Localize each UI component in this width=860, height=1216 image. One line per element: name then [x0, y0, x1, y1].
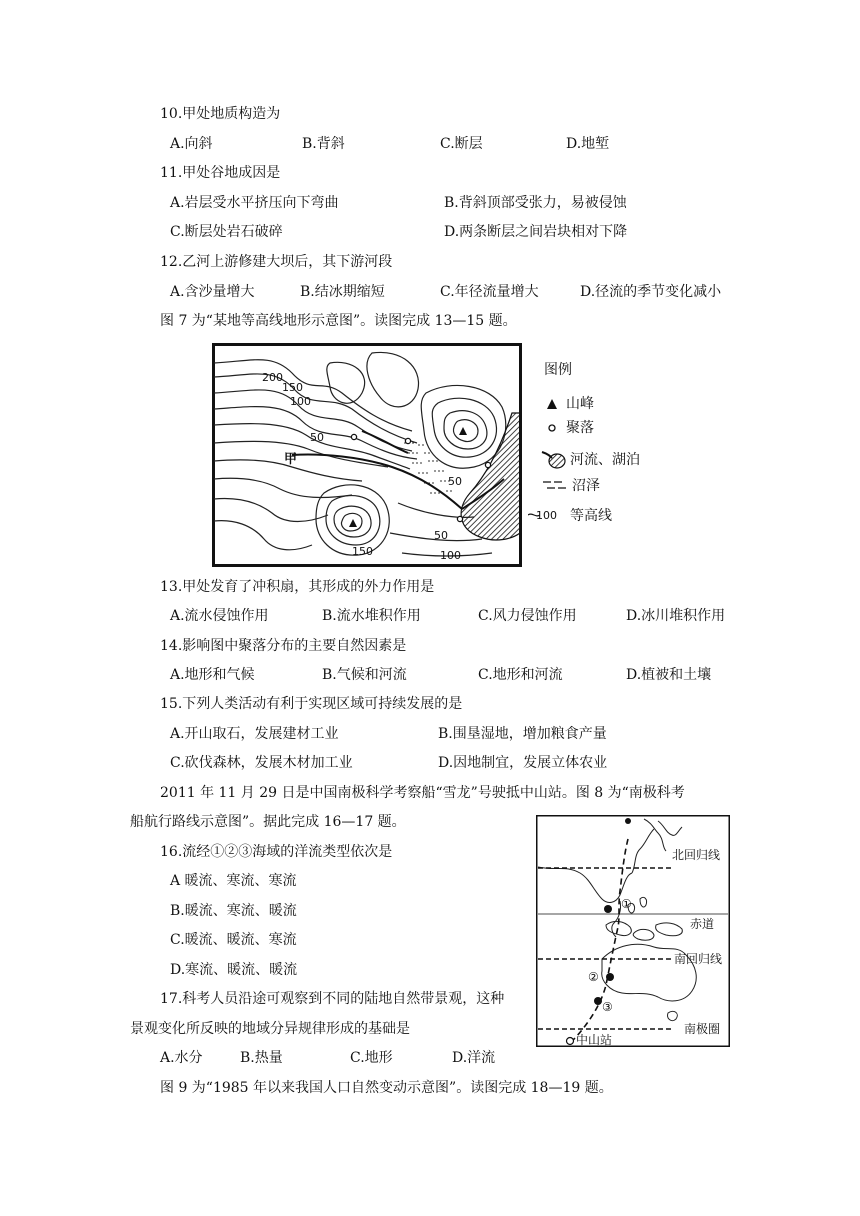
figure-8-intro-line1: 2011 年 11 月 29 日是中国南极科学考察船“雪龙”号驶抵中山站。图 8 为“南极科考 — [160, 785, 685, 801]
question-13-option-d: D.冰川堆积作用 — [626, 608, 726, 624]
question-17-option-a: A.水分 — [160, 1050, 203, 1066]
route-map-figure-8 — [536, 815, 730, 1047]
question-11-option-b: B.背斜顶部受张力，易被侵蚀 — [444, 195, 627, 211]
question-12-option-b: B.结冰期缩短 — [300, 284, 385, 300]
question-14-option-c: C.地形和河流 — [478, 667, 563, 683]
tropic-of-capricorn-label: 南回归线 — [674, 952, 723, 966]
question-17-stem-line1: 17.科考人员沿途可观察到不同的陆地自然带景观，这种 — [160, 991, 505, 1007]
equator-label: 赤道 — [690, 917, 715, 931]
question-16-option-a: A 暖流、寒流、寒流 — [170, 873, 297, 889]
figure-7-intro: 图 7 为“某地等高线地形示意图”。读图完成 13—15 题。 — [160, 313, 517, 329]
legend-river-lake-icon — [540, 448, 568, 470]
figure-9-intro: 图 9 为“1985 年以来我国人口自然变动示意图”。读图完成 18—19 题。 — [160, 1080, 613, 1096]
question-15-option-c: C.砍伐森林，发展木材加工业 — [170, 755, 353, 771]
contour-label-150-lower: 150 — [352, 545, 373, 558]
legend-settlement-icon — [546, 422, 558, 434]
legend-contour-value: 100 — [536, 509, 557, 522]
zhongshan-station-label: 中山站 — [576, 1033, 613, 1047]
figure-8-intro-line2: 船航行路线示意图”。据此完成 16—17 题。 — [130, 814, 406, 830]
legend-swamp-icon — [542, 478, 568, 492]
legend-contour-label: 等高线 — [570, 508, 612, 524]
question-12-option-a: A.含沙量增大 — [170, 284, 255, 300]
question-12-option-c: C.年径流量增大 — [440, 284, 539, 300]
question-10-option-b: B.背斜 — [302, 136, 345, 152]
question-11-stem: 11.甲处谷地成因是 — [160, 165, 281, 181]
figure-7-legend — [536, 360, 680, 530]
question-10-stem: 10.甲处地质构造为 — [160, 106, 281, 122]
question-15-stem: 15.下列人类活动有利于实现区域可持续发展的是 — [160, 696, 463, 712]
legend-swamp-label: 沼泽 — [572, 478, 600, 494]
legend-peak-icon — [546, 398, 558, 410]
marker-2-label: ② — [588, 970, 599, 984]
question-17-stem-line2: 景观变化所反映的地域分异规律形成的基础是 — [130, 1021, 410, 1037]
question-10-option-d: D.地堑 — [566, 136, 610, 152]
contour-label-50-lower: 50 — [434, 529, 448, 542]
contour-label-200: 200 — [262, 371, 283, 384]
question-15-option-b: B.围垦湿地，增加粮食产量 — [438, 726, 607, 742]
question-14-option-b: B.气候和河流 — [322, 667, 407, 683]
tropic-of-cancer-label: 北回归线 — [672, 848, 721, 862]
question-11-option-c: C.断层处岩石破碎 — [170, 224, 283, 240]
legend-peak-label: 山峰 — [566, 396, 594, 412]
contour-label-150-upper: 150 — [282, 381, 303, 394]
question-14-option-d: D.植被和土壤 — [626, 667, 712, 683]
question-13-option-a: A.流水侵蚀作用 — [170, 608, 269, 624]
question-16-option-b: B.暖流、寒流、暖流 — [170, 903, 297, 919]
contour-map-figure-7 — [212, 343, 522, 567]
contour-label-50-right: 50 — [448, 475, 462, 488]
legend-contour-line-icon — [528, 510, 540, 520]
question-12-option-d: D.径流的季节变化减小 — [580, 284, 722, 300]
question-13-stem: 13.甲处发育了冲积扇，其形成的外力作用是 — [160, 579, 435, 595]
marker-1-label: ① — [621, 897, 632, 911]
question-15-option-a: A.开山取石，发展建材工业 — [170, 726, 339, 742]
question-14-stem: 14.影响图中聚落分布的主要自然因素是 — [160, 638, 407, 654]
question-13-option-c: C.风力侵蚀作用 — [478, 608, 577, 624]
question-10-option-a: A.向斜 — [170, 136, 213, 152]
question-17-option-c: C.地形 — [350, 1050, 393, 1066]
question-17-option-d: D.洋流 — [452, 1050, 496, 1066]
question-11-option-d: D.两条断层之间岩块相对下降 — [444, 224, 628, 240]
question-14-option-a: A.地形和气候 — [170, 667, 255, 683]
question-15-option-d: D.因地制宜，发展立体农业 — [438, 755, 608, 771]
question-16-option-c: C.暖流、暖流、寒流 — [170, 932, 297, 948]
marker-3-label: ③ — [602, 1000, 613, 1014]
legend-settlement-label: 聚落 — [566, 420, 594, 436]
legend-title: 图例 — [544, 362, 572, 378]
question-11-option-a: A.岩层受水平挤压向下弯曲 — [170, 195, 339, 211]
contour-label-50-upper: 50 — [310, 431, 324, 444]
contour-label-100-upper: 100 — [290, 395, 311, 408]
contour-label-100-lower: 100 — [440, 549, 461, 562]
location-label-jia: 甲 — [284, 452, 298, 467]
question-13-option-b: B.流水堆积作用 — [322, 608, 421, 624]
question-16-stem: 16.流经①②③海域的洋流类型依次是 — [160, 844, 393, 860]
question-17-option-b: B.热量 — [240, 1050, 283, 1066]
question-16-option-d: D.寒流、暖流、暖流 — [170, 962, 298, 978]
legend-river-lake-label: 河流、湖泊 — [570, 452, 640, 468]
antarctic-circle-label: 南极圈 — [684, 1022, 721, 1036]
question-12-stem: 12.乙河上游修建大坝后，其下游河段 — [160, 254, 393, 270]
question-10-option-c: C.断层 — [440, 136, 483, 152]
